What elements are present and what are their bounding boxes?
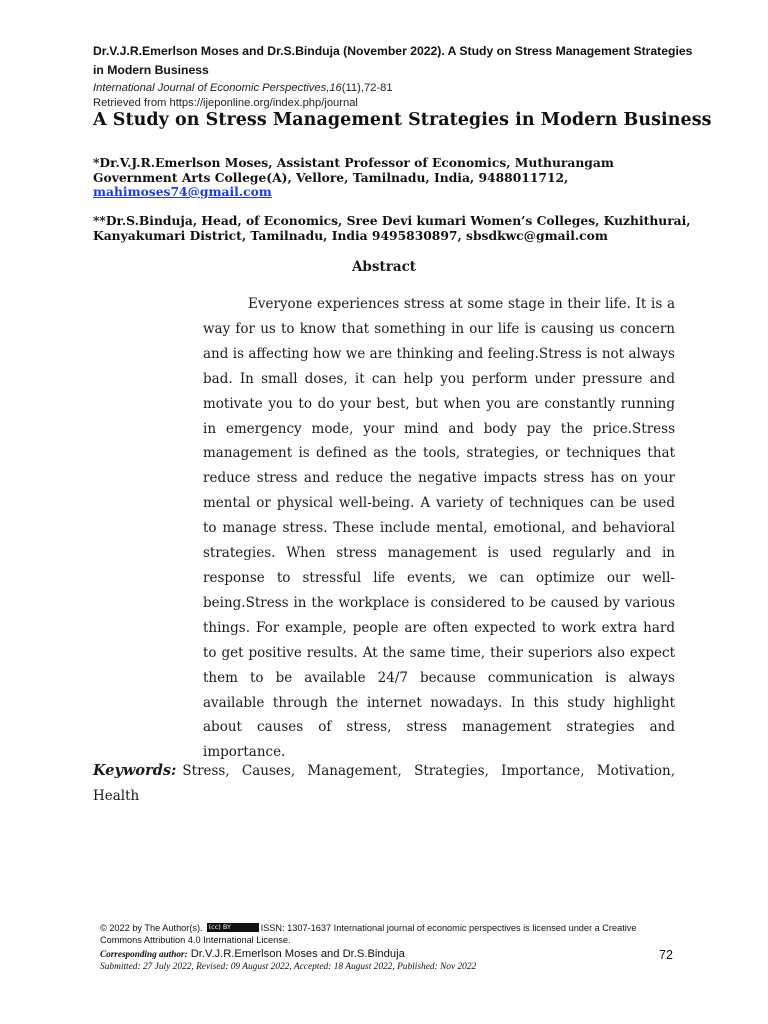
author-1-email-link[interactable]: mahimoses74@gmail.com xyxy=(93,184,272,199)
page-number: 72 xyxy=(659,948,673,962)
journal-issue-pages: (11),72-81 xyxy=(341,82,393,94)
footer-copyright: © 2022 by The Author(s). xyxy=(100,923,203,933)
citation-authors: Dr.V.J.R.Emerlson Moses and Dr.S.Binduja (November 2022). A Study on Stress Management Strategies in Modern Business xyxy=(93,44,693,77)
footer xyxy=(100,922,670,973)
paper-title: A Study on Stress Management Strategies in Modern Business xyxy=(93,110,712,130)
author-1-affiliation xyxy=(93,156,693,200)
keywords-label: Keywords: xyxy=(93,762,177,779)
author-1-text: *Dr.V.J.R.Emerlson Moses, Assistant Professor of Economics, Muthurangam Government Arts College(A), Vellore, Tamilnadu, India, 9488011712, xyxy=(93,155,614,185)
footer-license-line xyxy=(100,922,670,946)
cc-by-license-icon[interactable] xyxy=(207,923,259,932)
citation-journal xyxy=(93,80,693,96)
abstract-heading: Abstract xyxy=(351,259,417,275)
cc-badge-label: (cc) BY xyxy=(208,923,231,931)
author-2-affiliation: **Dr.S.Binduja, Head, of Economics, Sree Devi kumari Women’s Colleges, Kuzhithurai, Kanyakumari District, Tamilnadu, India 9495830897, sbsdkwc@gmail.com xyxy=(93,213,691,243)
journal-name: International Journal of Economic Perspectives, xyxy=(93,82,330,94)
footer-corresponding xyxy=(100,948,670,961)
abstract-body: Everyone experiences stress at some stage in their life. It is a way for us to know that something in our life is causing us concern and is affecting how we are thinking and feeling.Stress is not always bad. In small doses, it can help you perform under pressure and motivate you to do your best, but when you are constantly running in emergency mode, your mind and body pay the price.Stress management is defined as the tools, strategies, or techniques that reduce stress and reduce the negative impacts stress has on your mental or physical well-being. A variety of techniques can be used to manage stress. These include mental, emotional, and behavioral strategies. When stress management is used regularly and in response to stressful life events, we can optimize our well-being.Stress in the workplace is considered to be caused by various things. For example, people are often expected to work extra hard to get positive results. At the same time, their superiors also expect them to be available 24/7 because communication is always available through the internet nowadays. In this study highlight about causes of stress, stress management strategies and importance. xyxy=(203,296,675,761)
citation-block xyxy=(93,42,693,110)
corresponding-authors: Dr.V.J.R.Emerlson Moses and Dr.S.Binduja xyxy=(190,948,405,960)
keywords-list: Stress, Causes, Management, Strategies, Importance, Motivation, Health xyxy=(93,763,675,804)
citation-retrieved: Retrieved from https://ijeponline.org/index.php/journal xyxy=(93,97,358,109)
footer-dates: Submitted: 27 July 2022, Revised: 09 August 2022, Accepted: 18 August 2022, Published: Nov 2022 xyxy=(100,962,477,972)
journal-volume: 16 xyxy=(329,82,342,94)
keywords xyxy=(93,758,675,809)
corresponding-label: Corresponding author: xyxy=(100,949,188,959)
footer-license: ISSN: 1307-1637 International journal of economic perspectives is licensed under a Creative Commons Attribution 4.0 International License. xyxy=(100,923,637,945)
